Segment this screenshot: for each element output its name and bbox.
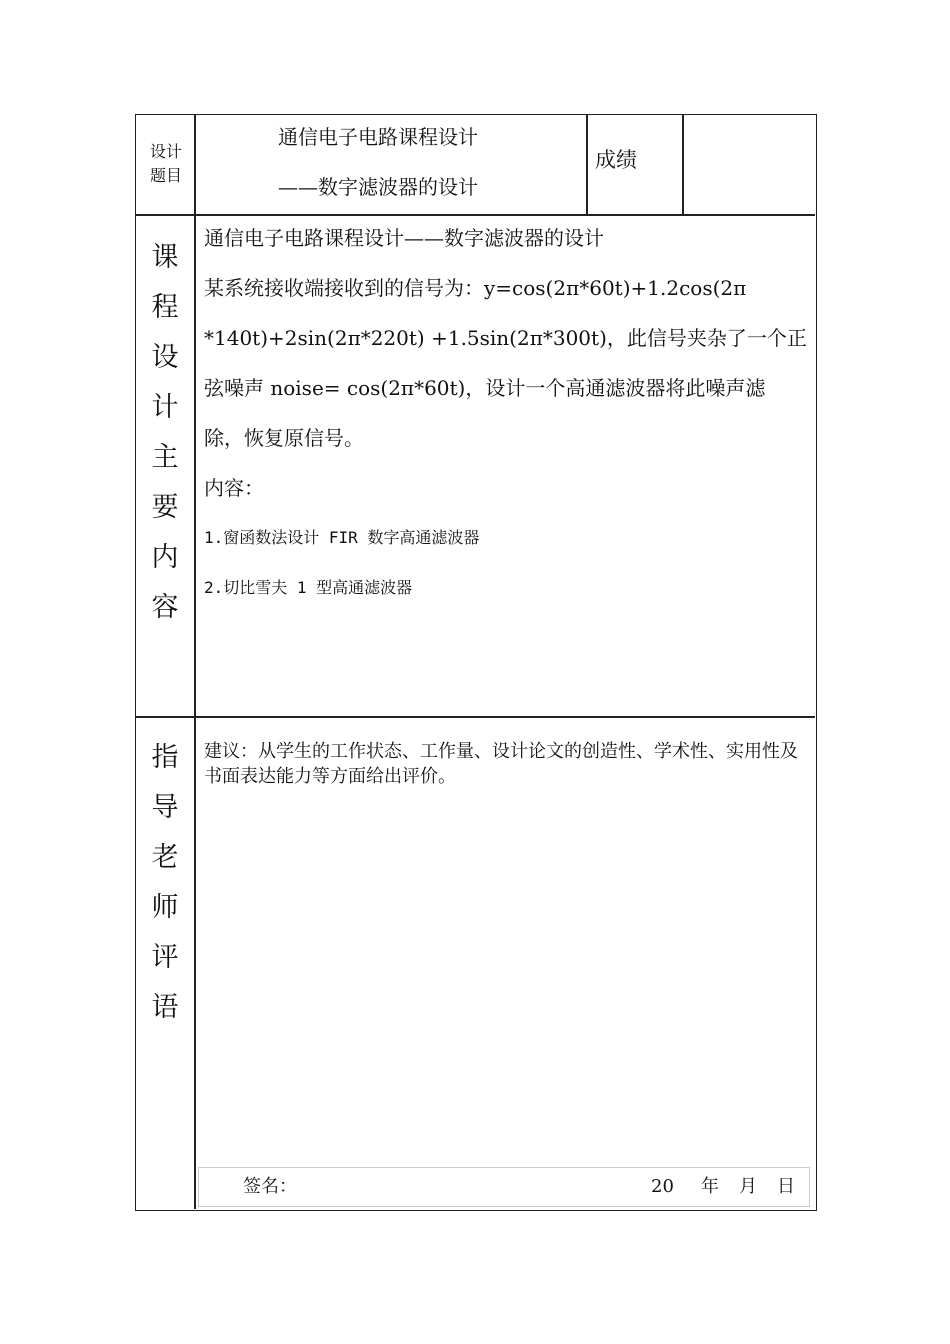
content-list-item: 2.切比雪夫 1 型高通滤波器 [204, 578, 413, 597]
section-char: 容 [151, 592, 179, 623]
grade-column-border [682, 115, 684, 214]
content-line: 弦噪声 noise= cos(2π*60t)，设计一个高通滤波器将此噪声滤 [204, 376, 766, 400]
label-column-border [194, 115, 196, 1209]
section-char: 语 [151, 992, 179, 1023]
content-bottom-border [136, 716, 815, 718]
section-char: 课 [151, 242, 179, 273]
section-char: 设 [151, 342, 179, 373]
main-content-section-label [136, 233, 194, 633]
date-day-label: 日 [777, 1176, 795, 1197]
section-char: 老 [151, 842, 179, 873]
design-title-line2: ——数字滤波器的设计 [278, 175, 478, 199]
section-char: 评 [151, 942, 179, 973]
section-char: 程 [151, 292, 179, 323]
teacher-comments-section-label [136, 733, 194, 1033]
section-char: 指 [151, 742, 179, 773]
section-char: 要 [151, 492, 179, 523]
section-char: 内 [151, 542, 179, 573]
content-title: 通信电子电路课程设计——数字滤波器的设计 [204, 226, 604, 250]
grade-label: 成绩 [595, 148, 637, 172]
content-line: 某系统接收端接收到的信号为：y=cos(2π*60t)+1.2cos(2π [204, 276, 747, 300]
topic-label-line2: 题目 [149, 166, 182, 185]
signature-row[interactable] [198, 1167, 810, 1207]
title-column-border [586, 115, 588, 214]
date-year-prefix: 20 [651, 1176, 674, 1197]
section-char: 主 [151, 442, 179, 473]
evaluation-suggestion: 建议：从学生的工作状态、工作量、设计论文的创造性、学术性、实用性及书面表达能力等方面给出评价。 [204, 741, 798, 787]
content-line: 除，恢复原信号。 [204, 426, 364, 450]
section-char: 计 [151, 392, 179, 423]
design-evaluation-form [135, 114, 817, 1211]
signature-label: 签名： [243, 1176, 297, 1197]
content-line: *140t)+2sin(2π*220t) +1.5sin(2π*300t)，此信号夹杂了一个正 [204, 326, 807, 350]
section-char: 导 [151, 792, 179, 823]
date-month-label: 月 [739, 1176, 757, 1197]
main-content-text [204, 213, 814, 613]
grade-value-cell[interactable] [692, 150, 812, 174]
section-char: 师 [151, 892, 179, 923]
topic-label-line1: 设计 [149, 142, 182, 161]
date-year-label: 年 [701, 1176, 719, 1197]
content-subheading: 内容： [204, 476, 264, 500]
content-list-item: 1.窗函数法设计 FIR 数字高通滤波器 [204, 528, 480, 547]
design-title-line1: 通信电子电路课程设计 [278, 125, 478, 149]
